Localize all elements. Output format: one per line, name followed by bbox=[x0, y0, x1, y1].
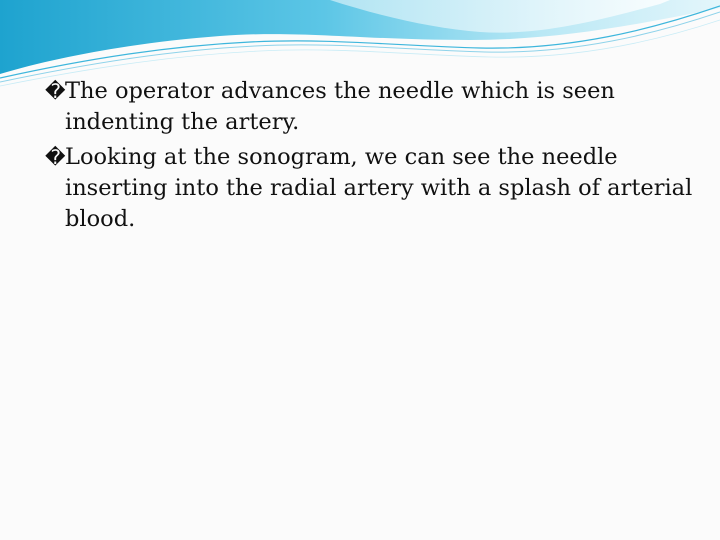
bullet-marker-icon: � bbox=[45, 79, 66, 103]
bullet-text: Looking at the sonogram, we can see the needle inserting into the radial artery with a splash of arterial blood. bbox=[65, 144, 693, 232]
bullet-item bbox=[45, 76, 695, 138]
bullet-item bbox=[45, 142, 695, 235]
bullet-text: The operator advances the needle which is seen indenting the artery. bbox=[65, 78, 615, 135]
bullet-list bbox=[45, 76, 695, 239]
bullet-marker-icon: � bbox=[45, 145, 66, 169]
